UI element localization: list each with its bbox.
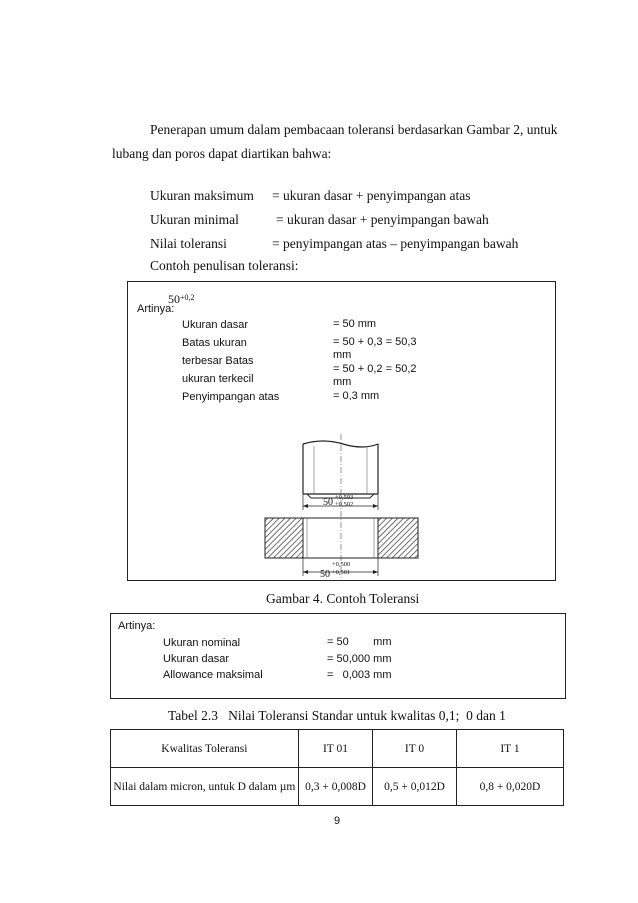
def-value-min: = ukuran dasar + penyimpangan bawah bbox=[276, 212, 489, 227]
header-cell: IT 1 bbox=[456, 730, 563, 768]
box1-value-0: = 50 mm bbox=[333, 318, 377, 330]
shaft-dim-base: 50 bbox=[323, 497, 333, 508]
box2-label-0: Ukuran nominal bbox=[163, 637, 241, 649]
example-box-2 bbox=[110, 613, 566, 699]
hole-dim-upper: +0,500 bbox=[332, 561, 351, 568]
header-cell: IT 0 bbox=[373, 730, 457, 768]
shaft-dim-lower: +0,502 bbox=[335, 501, 354, 508]
box2-value-2: = 0,003 mm bbox=[327, 669, 392, 681]
artinya-label-2: Artinya: bbox=[118, 620, 156, 632]
table-caption: Tabel 2.3 Nilai Toleransi Standar untuk kwalitas 0,1; 0 dan 1 bbox=[168, 708, 506, 723]
header-cell: IT 01 bbox=[298, 730, 372, 768]
notation-base: 50 bbox=[168, 292, 180, 306]
box1-label-2: terbesar Batas bbox=[182, 355, 254, 367]
box2-value-1: = 50,000 mm bbox=[327, 653, 392, 665]
artinya-label-1: Artinya: bbox=[137, 303, 175, 315]
box1-value-1: = 50 + 0,3 = 50,3 bbox=[333, 336, 417, 348]
table-header-row bbox=[111, 730, 564, 768]
tolerance-table bbox=[110, 729, 564, 806]
box1-value-2: mm bbox=[333, 349, 352, 361]
box1-value-5: = 0,3 mm bbox=[333, 390, 380, 400]
intro-line-1: Penerapan umum dalam pembacaan toleransi berdasarkan Gambar 2, untuk bbox=[150, 122, 558, 137]
box1-value-4: mm bbox=[333, 376, 352, 388]
example-heading: Contoh penulisan toleransi: bbox=[150, 258, 299, 273]
hole-part bbox=[265, 518, 418, 558]
page-number: 9 bbox=[334, 815, 341, 827]
def-term-max: Ukuran maksimum bbox=[150, 188, 254, 203]
shaft-dim-upper: +0,503 bbox=[335, 494, 354, 501]
notation-sup: +0,2 bbox=[180, 293, 195, 302]
def-term-min: Ukuran minimal bbox=[150, 212, 239, 227]
box1-label-0: Ukuran dasar bbox=[182, 319, 249, 331]
hole-dim-lower: +0,501 bbox=[332, 569, 351, 576]
figure-caption: Gambar 4. Contoh Toleransi bbox=[266, 591, 420, 606]
box2-value-0: = 50 mm bbox=[327, 636, 392, 648]
hole-dimension bbox=[303, 558, 378, 580]
table-cell: Nilai dalam micron, untuk D dalam µm bbox=[111, 768, 299, 806]
table-cell: 0,5 + 0,012D bbox=[373, 768, 457, 806]
shaft-dimension bbox=[303, 494, 378, 510]
shaft bbox=[303, 441, 378, 498]
example-box-1 bbox=[127, 281, 556, 581]
def-value-tol: = penyimpangan atas – penyimpangan bawah bbox=[272, 236, 519, 251]
box1-label-5: Penyimpangan atas bbox=[182, 391, 280, 403]
intro-line-2: lubang dan poros dapat diartikan bahwa: bbox=[112, 146, 332, 161]
fit-drawing bbox=[263, 432, 423, 580]
box1-label-1: Batas ukuran bbox=[182, 337, 247, 349]
box1-value-3: = 50 + 0,2 = 50,2 bbox=[333, 363, 417, 375]
def-term-tol: Nilai toleransi bbox=[150, 236, 227, 251]
table-cell: 0,3 + 0,008D bbox=[298, 768, 372, 806]
box1-label-3: ukuran terkecil bbox=[182, 373, 254, 385]
box2-label-2: Allowance maksimal bbox=[163, 669, 263, 681]
table-row bbox=[111, 768, 564, 806]
def-value-max: = ukuran dasar + penyimpangan atas bbox=[272, 188, 471, 203]
header-cell: Kwalitas Toleransi bbox=[111, 730, 299, 768]
hole-dim-base: 50 bbox=[320, 569, 330, 580]
box2-label-1: Ukuran dasar bbox=[163, 653, 230, 665]
table-cell: 0,8 + 0,020D bbox=[456, 768, 563, 806]
